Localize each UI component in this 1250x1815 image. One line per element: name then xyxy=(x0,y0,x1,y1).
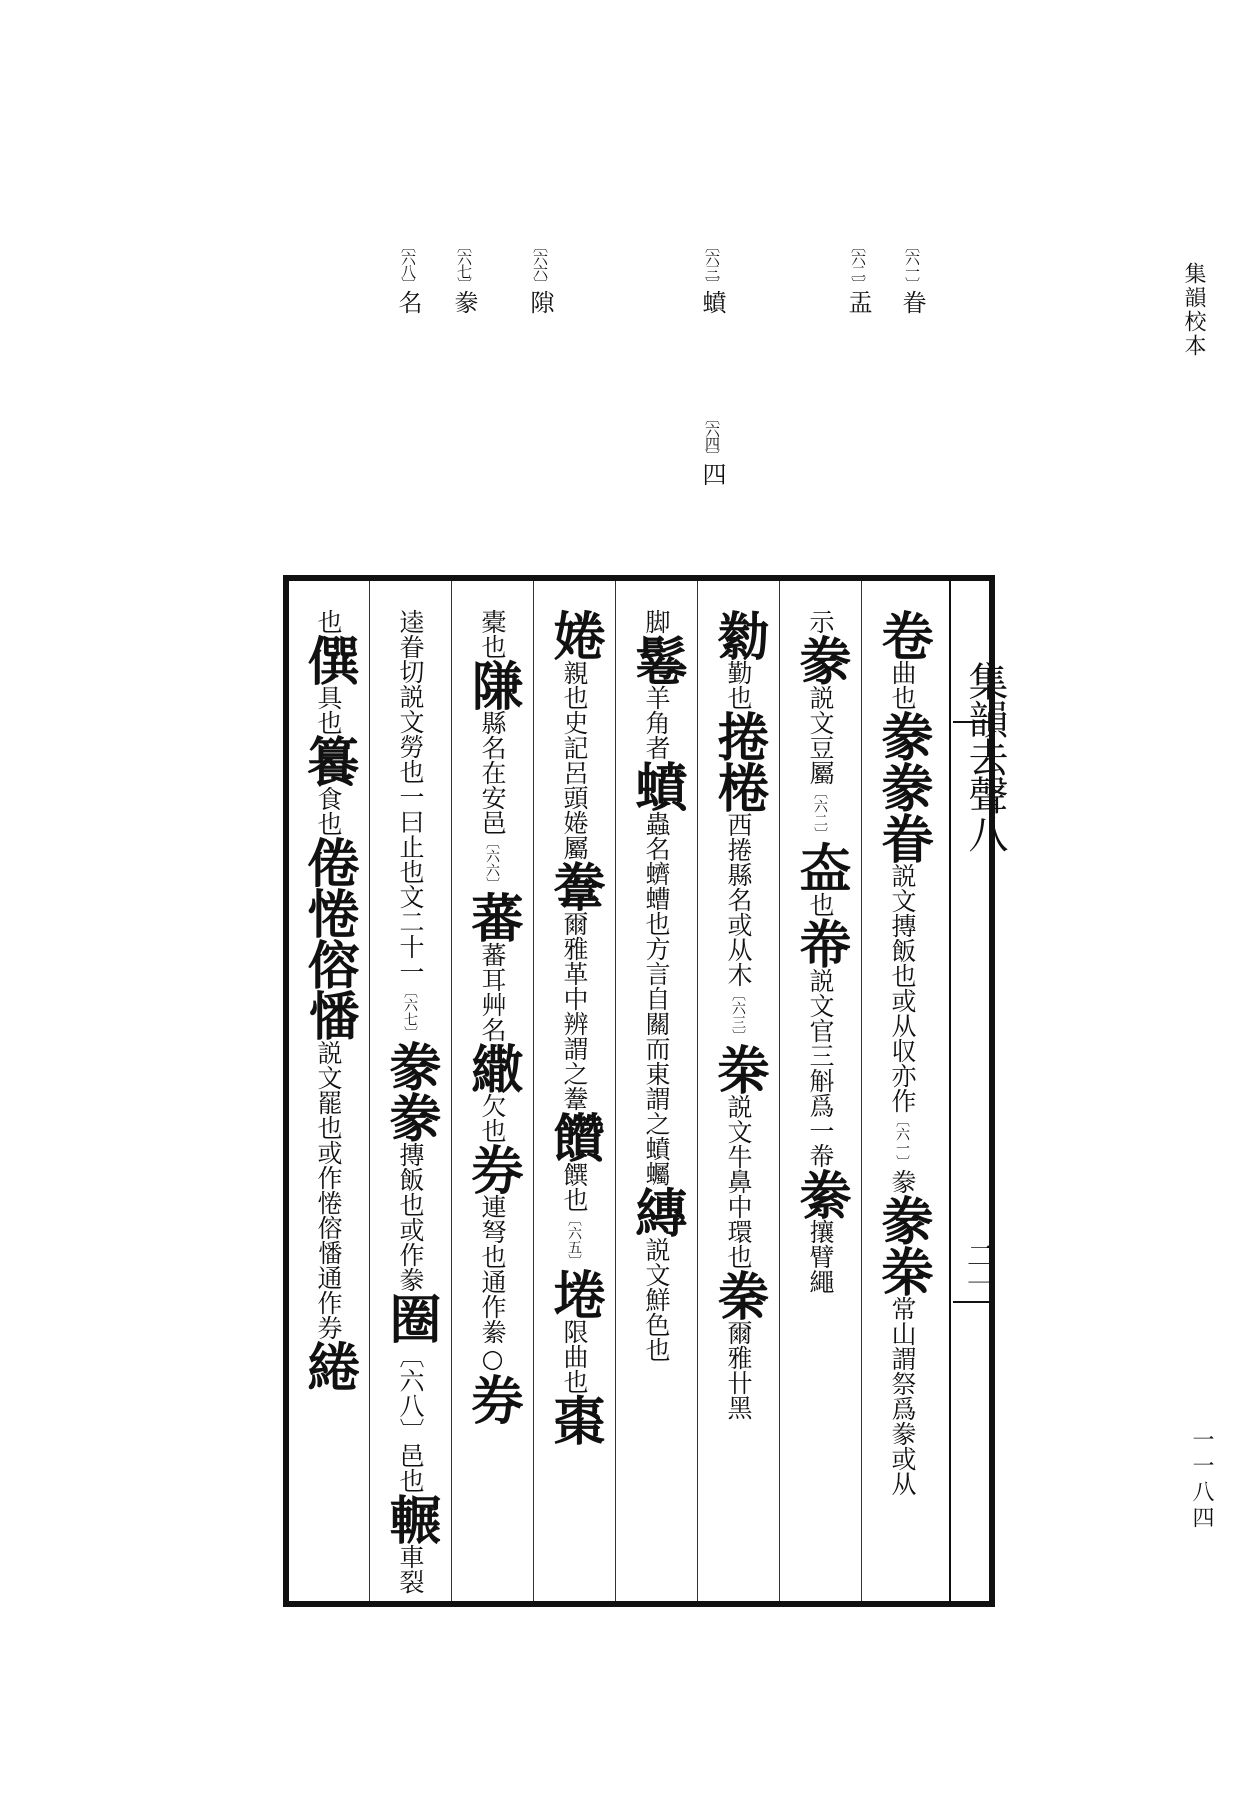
running-title: 集韻校本 xyxy=(1181,262,1206,358)
page-number: 一一八四 xyxy=(1189,1428,1214,1532)
headword: 隒 xyxy=(462,659,523,710)
gloss: 常山謂祭爲豢或从 xyxy=(888,1296,917,1496)
gloss: 爾雅卄黑 xyxy=(724,1320,753,1420)
column-rule xyxy=(369,581,370,1601)
gloss: 具也 xyxy=(314,685,343,735)
note-number: 〔六二〕 xyxy=(849,238,867,290)
headword: 豢 xyxy=(790,634,851,685)
headword: 盇 xyxy=(790,841,851,892)
gloss: 限曲也 xyxy=(560,1319,589,1394)
note-marker: 〔六五〕 xyxy=(566,1212,582,1268)
note-number: 〔六一〕 xyxy=(903,238,921,290)
column-rule xyxy=(779,581,780,1601)
headword: 韏 xyxy=(544,860,605,911)
gloss: 説文鮮色也 xyxy=(642,1237,671,1362)
headword: 䅈 xyxy=(708,1269,769,1320)
gloss: 也 xyxy=(806,892,835,917)
note-number: 〔六三〕 xyxy=(703,238,721,290)
headword: 輾 xyxy=(380,1493,441,1544)
headword: 埢 xyxy=(544,1268,605,1319)
headword: 豢 xyxy=(872,1194,933,1245)
headword: 蕃 xyxy=(462,891,523,942)
collation-note xyxy=(528,238,552,314)
text-column xyxy=(872,609,933,1589)
note-marker: 〔六三〕 xyxy=(730,987,746,1043)
collation-note xyxy=(846,238,870,314)
note-marker: 〔六七〕 xyxy=(402,984,418,1040)
gloss: 示 xyxy=(806,609,835,634)
note-headword: 豢 xyxy=(450,290,478,314)
gloss: 羊角者 xyxy=(642,685,671,760)
gloss: 説文摶飯也或从収亦作 xyxy=(888,863,917,1113)
collation-note xyxy=(900,238,924,314)
text-column xyxy=(380,609,441,1594)
gloss: 攘臂繩 xyxy=(806,1219,835,1294)
headword: 惓 xyxy=(298,887,359,938)
gloss: 縣名在安邑 xyxy=(478,710,507,835)
note-number: 〔六六〕 xyxy=(531,238,549,290)
gloss: ○ xyxy=(478,1344,507,1373)
headword: 籑 xyxy=(298,735,359,786)
note-headword: 蟦 xyxy=(698,290,726,314)
headword: 棬 xyxy=(708,761,769,812)
headword: 桊 xyxy=(708,1043,769,1094)
column-rule xyxy=(451,581,452,1601)
headword: 倦 xyxy=(298,836,359,887)
gloss: 橐也 xyxy=(478,609,507,659)
note-number: 〔六八〕 xyxy=(399,238,417,290)
headword: 鬈 xyxy=(626,634,687,685)
gloss: 勤也 xyxy=(724,660,753,710)
note-headword: 眷 xyxy=(898,290,926,314)
gloss: 西捲縣名或从木 xyxy=(724,812,753,987)
column-rule xyxy=(697,581,698,1601)
fishtail-mark-bottom xyxy=(953,1301,995,1303)
text-column xyxy=(626,609,687,1589)
gloss: 脚 xyxy=(642,609,671,634)
text-column xyxy=(298,609,359,1589)
gloss: 説文罷也或作惓傛憣通作券 xyxy=(314,1040,343,1340)
note-number: 〔六四〕 xyxy=(703,410,721,462)
banxin-title: 集韻去聲八 xyxy=(962,661,1008,851)
gloss: 食也 xyxy=(314,786,343,836)
gloss: 摶飯也或作豢 xyxy=(396,1142,425,1292)
headword: 豢 xyxy=(380,1040,441,1091)
block-centre-strip xyxy=(949,581,1008,1601)
gloss: 親也史記呂頭婘屬 xyxy=(560,660,589,860)
headword: 帣 xyxy=(790,917,851,968)
collation-note xyxy=(396,238,420,314)
gloss: 車裂 xyxy=(396,1544,425,1594)
note-headword: 名 xyxy=(394,290,422,314)
gloss: 欠也 xyxy=(478,1093,507,1143)
collation-note xyxy=(700,238,724,314)
gloss: 曲也 xyxy=(888,660,917,710)
collation-note xyxy=(452,238,476,314)
gloss: 説文官三斛爲一帣 xyxy=(806,968,835,1168)
text-column xyxy=(462,609,523,1589)
headword: 券 xyxy=(462,1143,523,1194)
headword: 僎 xyxy=(298,634,359,685)
headword: 勬 xyxy=(708,609,769,660)
note-marker: 〔六一〕 xyxy=(894,1113,910,1169)
headword: 卷 xyxy=(872,609,933,660)
text-column xyxy=(544,609,605,1589)
note-headword: 隙 xyxy=(526,290,554,314)
headword: 絭 xyxy=(790,1168,851,1219)
gloss: 也 xyxy=(314,609,343,634)
text-column xyxy=(708,609,769,1589)
headword: 憣 xyxy=(298,989,359,1040)
gloss: 連弩也通作絭 xyxy=(478,1194,507,1344)
note-marker: 〔六二〕 xyxy=(812,785,828,841)
gloss: 逵眷切説文勞也一曰止也文二十一 xyxy=(396,609,425,984)
column-rule xyxy=(861,581,862,1601)
gloss: 蟲名蠐螬也方言自關而東謂之蟦蠾 xyxy=(642,811,671,1186)
headword: 捲 xyxy=(708,710,769,761)
headword: 豢 xyxy=(380,1091,441,1142)
column-rule xyxy=(533,581,534,1601)
gloss: 饌也 xyxy=(560,1162,589,1212)
note-marker: 〔六六〕 xyxy=(484,835,500,891)
headword: 券 xyxy=(462,1373,523,1424)
headword: 婘 xyxy=(544,609,605,660)
headword: 縳 xyxy=(626,1186,687,1237)
headword: 綣 xyxy=(298,1340,359,1391)
banxin-folio: 二一 xyxy=(963,1241,996,1297)
gloss: 豢 xyxy=(888,1169,917,1194)
collation-note xyxy=(700,410,724,486)
gloss: 説文豆屬 xyxy=(806,685,835,785)
note-number: 〔六七〕 xyxy=(455,238,473,290)
gloss: 説文牛鼻中環也 xyxy=(724,1094,753,1269)
headword: 繖 xyxy=(462,1042,523,1093)
headword: 棗 xyxy=(544,1394,605,1445)
gloss: 〔六八〕邑也 xyxy=(396,1343,425,1493)
headword: 圈 xyxy=(380,1292,441,1343)
headword: 傛 xyxy=(298,938,359,989)
headword: 豢豢眷 xyxy=(872,710,933,863)
woodblock-frame xyxy=(283,575,1008,1607)
headword: 饡 xyxy=(544,1111,605,1162)
note-headword: 盂 xyxy=(844,290,872,314)
note-headword: 四 xyxy=(698,462,726,486)
headword: 蟦 xyxy=(626,760,687,811)
headword: 桊 xyxy=(872,1245,933,1296)
text-column xyxy=(790,609,851,1589)
gloss: 蕃耳艸名 xyxy=(478,942,507,1042)
gloss: 爾雅革中辨謂之韏 xyxy=(560,911,589,1111)
column-rule xyxy=(615,581,616,1601)
